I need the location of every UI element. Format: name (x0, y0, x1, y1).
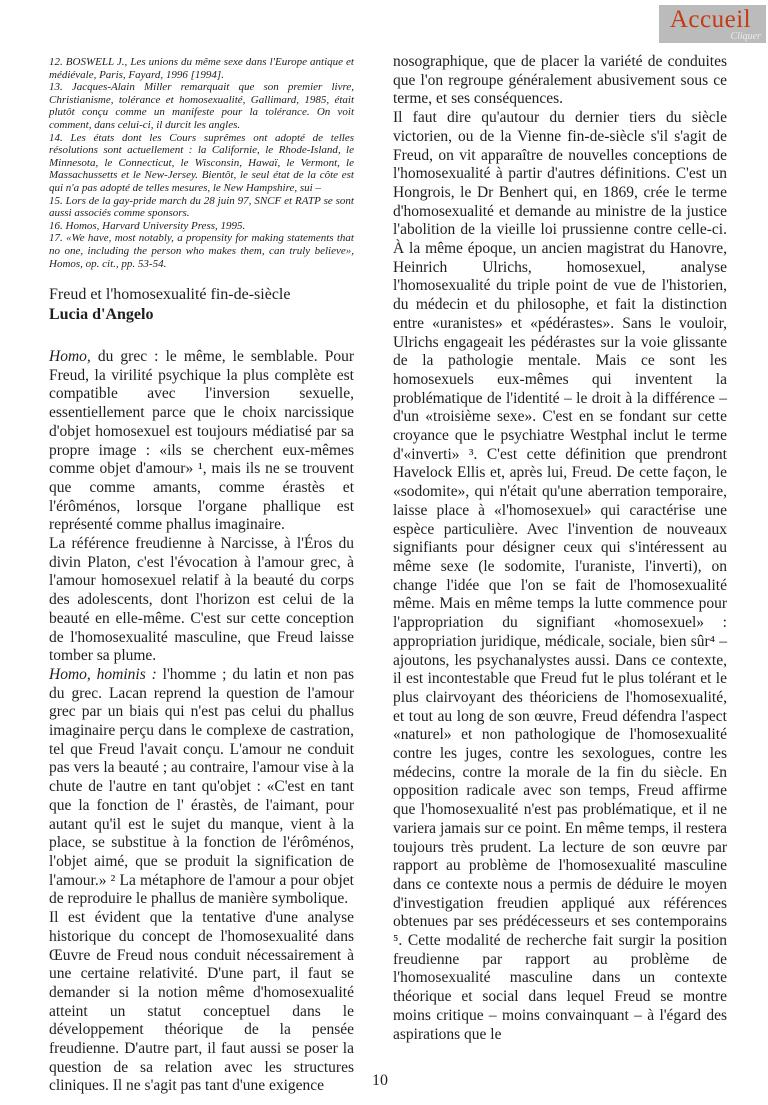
paragraph-text: l'homme ; du latin et non pas du grec. Lacan reprend la question de l'amour grec par un biais qui n'est pas celui du phallus imaginaire perçu dans le complexe de castration, tel que Freud l'avait conçu. L'amour ne conduit pas vers la beauté ; au contraire, l'amour vise à la chute de l'autre en tant qu'objet : «C'est en tant que la fonction de l' érastès, de l'aimant, pour autant qu'il est le sujet du manque, vient à la place, se substitue à la fonction de l'érôménos, l'objet aimé, que se produit la signification de l'amour.» ² La métaphore de l'amour a pour objet de reproduire le phallus de manière symbolique. (49, 665, 354, 908)
left-column-body (49, 348, 354, 1096)
footnote-12: 12. BOSWELL J., Les unions du même sexe dans l'Europe antique et médiévale, Paris, Fayard, 1996 [1994]. (49, 56, 354, 81)
article-author: Lucia d'Angelo (49, 306, 154, 323)
footnotes-block (49, 56, 354, 270)
right-column (393, 53, 727, 1044)
footnote-17: 17. «We have, most notably, a propensity for making statements that no one, including the person who makes them, can truly believe», Homos, op. cit., pp. 53-54. (49, 232, 354, 270)
page-number: 10 (372, 1072, 388, 1089)
paragraph-italic-lead: Homo, (49, 348, 91, 365)
accueil-button[interactable] (659, 5, 766, 43)
article-title: Freud et l'homosexualité fin-de-siècle (49, 286, 291, 303)
accueil-label: Accueil (669, 6, 752, 33)
footnote-16: 16. Homos, Harvard University Press, 1995. (49, 219, 246, 232)
left-column (49, 0, 354, 1105)
paragraph-italic-lead: Homo, hominis : (49, 665, 157, 683)
paragraph: nosographique, que de placer la variété de conduites que l'on regroupe généralement abusivement sous ce terme, et ses conséquences. (393, 53, 727, 108)
paragraph: La référence freudienne à Narcisse, à l'Éros du divin Platon, c'est l'évocation à l'amour grec, à l'amour homosexuel relatif à la beauté du corps des adolescents, dont l'horizon est celui de la beauté en elle-même. C'est sur cette conception de l'homosexualité masculine, que Freud laisse tomber sa plume. (49, 535, 354, 665)
paragraph: Il est évident que la tentative d'une analyse historique du concept de l'homosexualité dans Œuvre de Freud nous conduit nécessairement à une certaine relativité. D'une part, il faut se demander si la notion même d'homosexualité atteint un statut conceptuel dans le développement théorique de la pensée freudienne. D'autre part, il faut aussi se poser la question de sa relation avec les structures cliniques. Il ne s'agit pas tant d'une exigence (49, 909, 354, 1095)
article-header (49, 285, 354, 325)
paragraph-text: du grec : le même, le semblable. Pour Freud, la virilité psychique la plus complète est compatible avec l'inversion sexuelle, essentiellement parce que le choix narcissique d'objet homosexuel est toujours médiatisé par sa propre image : «ils se cherchent eux-mêmes comme objet d'amour» ¹, mais ils ne se trouvent que comme amants, comme érastès et l'érôménos, lorsque l'organe phallique est représenté comme phallus imaginaire. (49, 348, 354, 534)
footnote-13: 13. Jacques-Alain Miller remarquait que son premier livre, Christianisme, tolérance et homosexualité, Gallimard, 1985, était plutôt conçu comme un manifeste pour la tolérance. On voit comment, dans celui-ci, il durcit les angles. (49, 81, 354, 131)
footnote-15: 15. Lors de la gay-pride march du 28 juin 97, SNCF et RATP se sont aussi associés comme sponsors. (49, 194, 354, 220)
accueil-cliquer-hint: Cliquer (730, 31, 761, 42)
paragraph (49, 348, 354, 535)
paragraph (49, 666, 354, 909)
footnote-14: 14. Les états dont les Cours suprêmes ont adopté de telles résolutions sont actuellement : la Californie, le Rhode-Island, le Minnesota, le Connecticut, le Wisconsin, Hawaï, le Vermont, le Massachussetts et le New-Jersey. Bientôt, le seul état de la côte est qui n'a pas adopté de telles mesures, le New Hampshire, sui – (49, 131, 354, 194)
paragraph: Il faut dire qu'autour du dernier tiers du siècle victorien, ou de la Vienne fin-de-siècle s'il s'agit de Freud, on vit apparaître de nouvelles conceptions de l'homosexualité à partir d'autres définitions. C'est un Hongrois, le Dr Benhert qui, en 1869, crée le terme d'homosexualité et demande au ministre de la justice l'abolition de la vieille loi prussienne contre celle-ci. À la même époque, un ancien magistrat du Hanovre, Heinrich Ulrichs, homosexuel, analyse l'homosexualité du triple point de vue de l'historien, du médecin et du philosophe, et fait la distinction entre «uranistes» et «pédérastes». Sans le vouloir, Ulrichs engageait les pédérastes sur la voie glissante de la pathologie mentale. Mais ce sont les homosexuels eux-mêmes qui inventent la problématique de l'identité – le droit à la différence – d'un «troisième sexe». C'est en se fondant sur cette croyance que le psychiatre Westphal inclut le terme d'«inverti» ³. C'est cette définition que prendront Havelock Ellis et, après lui, Freud. De cette façon, le «sodomite», qui n'était qu'une aberration temporaire, laisse place à «l'homosexuel» qui caractérise une espèce particulière. Avec l'invention de nouveaux signifiants pour désigner ceux qui s'intéressent au même sexe (le sodomite, l'uraniste, l'inverti), on change l'idée que l'on se fait de l'homosexualité même. Mais en même temps la lutte commence pour l'appropriation du signifiant «homosexuel» : appropriation juridique, médicale, sociale, bien sûr⁴ – ajoutons, les psychanalystes aussi. Dans ce contexte, il est incontestable que Freud fut le plus tolérant et le plus clairvoyant des théoriciens de l'homosexualité, et tout au long de son œuvre, Freud défendra l'aspect «naturel» et non pathologique de l'homosexualité contre les juges, contre les sexologues, contre les médecins, contre la morale de la fin du siècle. En opposition radicale avec son temps, Freud affirme que l'homosexualité n'est pas problématique, et il ne variera jamais sur ce point. En même temps, il restera toujours très prudent. La lecture de son œuvre par rapport au problème de l'homosexualité masculine dans ce contexte nous a permis de déduire le moyen d'investigation freudien appliqué aux références obtenues par ses prédécesseurs et ses contemporains ⁵. Cette modalité de recherche fait surgir la position freudienne par rapport au problème de l'homosexualité masculine dans un contexte théorique et social dans lequel Freud se montre moins critique – moins convainquant – à l'égard des aspirations que le (393, 109, 727, 1043)
